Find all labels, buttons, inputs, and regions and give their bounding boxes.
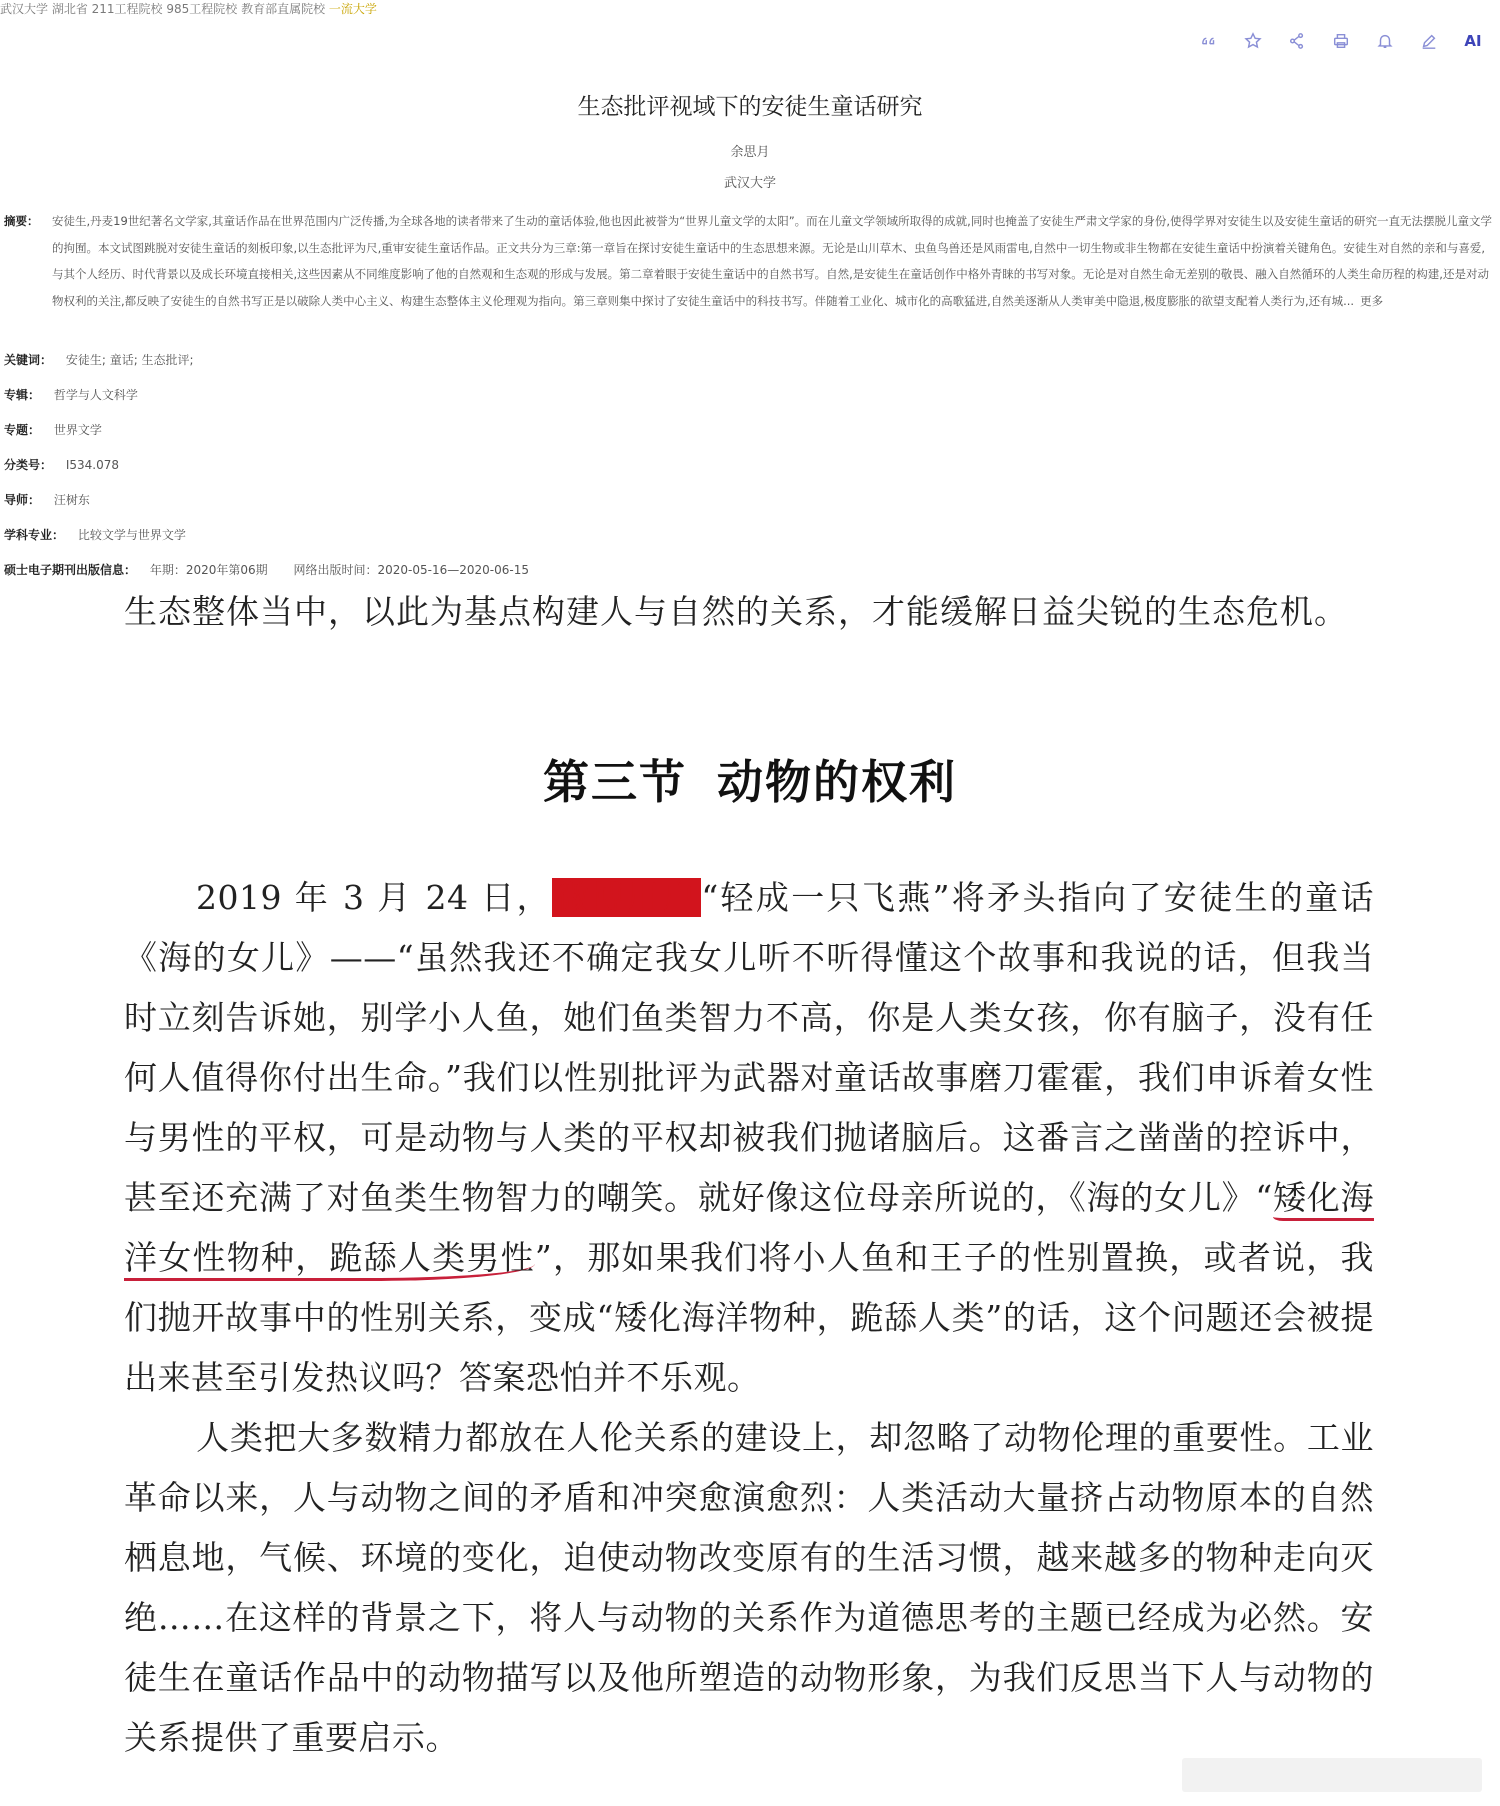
topic-value: 世界文学	[53, 423, 102, 437]
major-row	[4, 526, 186, 543]
note-button[interactable]	[1416, 28, 1442, 54]
abstract-body	[4, 208, 1494, 314]
abstract	[4, 208, 1494, 314]
class-label: 分类号：	[4, 458, 53, 472]
favorite-button[interactable]	[1240, 28, 1266, 54]
series-label: 专辑：	[4, 388, 41, 402]
first-class-tag: 一流大学	[328, 2, 377, 16]
section-number: 第三节	[543, 755, 687, 809]
edit-icon	[1420, 32, 1438, 50]
publication-label: 硕士电子期刊出版信息：	[4, 563, 137, 577]
paragraph-2	[124, 1408, 1374, 1768]
abstract-text: 安徒生,丹麦19世纪著名文学家,其童话作品在世界范围内广泛传播,为全球各地的读者带来了生动的童话体验,他也因此被誉为“世界儿童文学的太阳”。而在儿童文学领域所取得的成就,同时也掩盖了安徒生严肃文学家的身份,使得学界对安徒生以及安徒生童话的研究一直无法摆脱儿童文学的拘囿。本文试图跳脱对安徒生童话的刻板印象,以生态批评为尺,重审安徒生童话作品。正文共分为三章:第一章旨在探讨安徒生童话中的生态思想来源。无论是山川草木、虫鱼鸟兽还是风雨雷电,自然中一切生物或非生物都在安徒生童话中扮演着关键角色。安徒生对自然的亲和与喜爱,与其个人经历、时代背景以及成长环境直接相关,这些因素从不同维度影响了他的自然观和生态观的形成与发展。第二章着眼于安徒生童话中的自然书写。自然,是安徒生在童话创作中格外青睐的书写对象。无论是对自然生命无差别的敬畏、融入自然循环的人类生命历程的构建,还是对动物权利的关注,都反映了安徒生的自然书写正是以破除人类中心主义、构建生态整体主义伦理观为指向。第三章则集中探讨了安徒生童话中的科技书写。伴随着工业化、城市化的高歌猛进,自然美逐渐从人类审美中隐退,极度膨胀的欲望支配着人类行为,还有城...	[52, 214, 1492, 308]
quote-icon	[1200, 32, 1218, 50]
publication-row	[4, 561, 529, 578]
toolbar	[1196, 28, 1486, 54]
print-icon	[1332, 32, 1350, 50]
institution-tags-text: 武汉大学 湖北省 211工程院校 985工程院校 教育部直属院校	[0, 2, 326, 16]
more-link[interactable]: 更多	[1360, 293, 1384, 308]
redacted-username: 微博用户	[552, 878, 701, 917]
section-title: 动物的权利	[717, 755, 957, 809]
p1-body: “轻成一只飞燕”将矛头指向了安徒生的童话《海的女儿》——“虽然我还不确定我女儿听不听得懂这个故事和我说的话，但我当时立刻告诉她，别学小人鱼，她们鱼类智力不高，你是人类女孩，你有脑子，没有任何人值得你付出生命。”我们以性别批评为武器对童话故事磨刀霍霍，我们申诉着女性与男性的平权，可是动物与人类的平权却被我们抛诸脑后。这番言之凿凿的控诉中，甚至还充满了对鱼类生物智力的嘲笑。就好像这位母亲所说的，《海的女儿》“	[124, 878, 1374, 1217]
institution-link[interactable]: 武汉大学	[723, 176, 776, 191]
ai-button[interactable]: AI	[1464, 32, 1482, 50]
series-row	[4, 386, 138, 403]
share-button[interactable]	[1284, 28, 1310, 54]
institution-tags	[0, 0, 377, 17]
keywords-value[interactable]: 安徒生; 童话; 生态批评;	[65, 353, 194, 367]
underlined-quote: 矮化海洋女性物种，跪舔人类男性	[124, 1178, 1374, 1281]
p1-end: ”，那如果我们将小人鱼和王子的性别置换，或者说，我们抛开故事中的性别关系，变成“矮化海洋物种，跪舔人类”的话，这个问题还会被提出来甚至引发热议吗？答案恐怕并不乐观。	[124, 1238, 1374, 1397]
series-value: 哲学与人文科学	[53, 388, 138, 402]
advisor-row	[4, 491, 90, 508]
notify-button[interactable]	[1372, 28, 1398, 54]
section-heading	[0, 746, 1500, 812]
topic-label: 专题：	[4, 423, 41, 437]
p2-body: 人类把大多数精力都放在人伦关系的建设上，却忽略了动物伦理的重要性。工业革命以来，人与动物之间的矛盾和冲突愈演愈烈：人类活动大量挤占动物原本的自然栖息地，气候、环境的变化，迫使动物改变原有的生活习惯，越来越多的物种走向灭绝……在这样的背景之下，将人与动物的关系作为道德思考的主题已经成为必然。安徒生在童话作品中的动物描写以及他所塑造的动物形象，为我们反思当下人与动物的关系提供了重要启示。	[124, 1418, 1374, 1757]
paragraph-1	[124, 868, 1374, 1408]
class-value: I534.078	[65, 458, 120, 472]
star-icon	[1244, 32, 1262, 50]
author-link[interactable]: 余思月	[730, 145, 770, 160]
paper-title[interactable]: 生态批评视域下的安徒生童话研究	[577, 94, 923, 120]
keywords-row	[4, 351, 194, 368]
share-icon	[1288, 32, 1306, 50]
major-label: 学科专业：	[4, 528, 65, 542]
major-value: 比较文学与世界文学	[77, 528, 186, 542]
print-button[interactable]	[1328, 28, 1354, 54]
p1-date: 2019 年 3 月 24 日，	[196, 878, 552, 917]
publication-issue: 年期：2020年第06期	[149, 563, 268, 577]
keywords-label: 关键词：	[4, 353, 53, 367]
class-row	[4, 456, 119, 473]
quote-button[interactable]	[1196, 28, 1222, 54]
watermark-strip	[1182, 1758, 1482, 1792]
scan-top-line: 生态整体当中，以此为基点构建人与自然的关系，才能缓解日益尖锐的生态危机。	[124, 592, 1348, 631]
advisor-label: 导师：	[4, 493, 41, 507]
publication-online: 网络出版时间：2020-05-16—2020-06-15	[293, 563, 529, 577]
abstract-label: 摘要：	[4, 214, 39, 228]
advisor-value[interactable]: 汪树东	[53, 493, 90, 507]
topic-row	[4, 421, 102, 438]
bell-icon	[1376, 32, 1394, 50]
